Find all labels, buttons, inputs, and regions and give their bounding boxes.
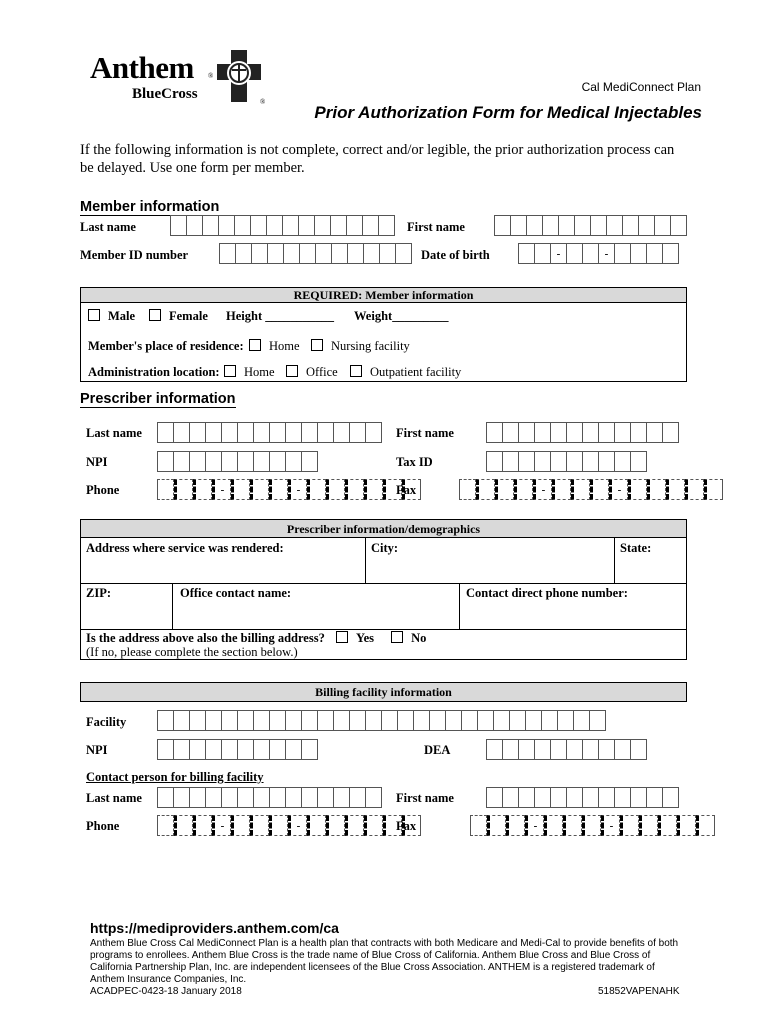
dea-label: DEA — [424, 743, 451, 757]
male-label: Male — [108, 309, 136, 323]
admin-office-label: Office — [306, 365, 338, 379]
state-label[interactable]: State: — [620, 541, 652, 555]
phone-separator: - — [212, 479, 231, 500]
member-id-input[interactable] — [219, 243, 412, 264]
admin-home-option[interactable] — [224, 365, 275, 380]
admin-outpatient-checkbox[interactable] — [350, 365, 362, 377]
dob-separator-2: - — [599, 243, 615, 264]
prescriber-phone-label: Phone — [86, 483, 120, 497]
city-label[interactable]: City: — [371, 541, 399, 555]
admin-location-label: Administration location: — [88, 365, 220, 379]
billing-note: (If no, please complete the section below.) — [86, 645, 298, 659]
admin-office-option[interactable] — [286, 365, 338, 380]
member-last-name-label: Last name — [80, 220, 136, 234]
prescriber-first-name-label: First name — [396, 426, 454, 440]
contact-phone-label[interactable]: Contact direct phone number: — [466, 586, 628, 600]
dob-label: Date of birth — [421, 248, 490, 262]
residence-home-option[interactable] — [249, 339, 300, 354]
footer-code-2: 51852VAPENAHK — [598, 986, 680, 997]
billing-last-name-label: Last name — [86, 791, 142, 805]
male-option[interactable] — [88, 309, 135, 324]
female-label: Female — [169, 309, 208, 323]
weight-field[interactable]: Weight_________ — [354, 309, 449, 323]
member-first-name-label: First name — [407, 220, 465, 234]
male-checkbox[interactable] — [88, 309, 100, 321]
billing-no-checkbox[interactable] — [391, 631, 403, 643]
residence-nursing-option[interactable] — [311, 339, 410, 354]
admin-home-checkbox[interactable] — [224, 365, 236, 377]
intro-text: If the following information is not complete, correct and/or legible, the prior authorization process can be delayed. Use one form per member. — [80, 142, 675, 176]
facility-label: Facility — [86, 715, 127, 729]
logo-name: Anthem — [90, 50, 194, 85]
billing-yes-label: Yes — [355, 631, 375, 645]
billing-phone-label: Phone — [86, 819, 120, 833]
billing-first-name-input[interactable] — [486, 787, 679, 808]
residence-nursing-label: Nursing facility — [331, 339, 410, 353]
demographics-header: Prescriber information/demographics — [80, 519, 687, 538]
footer-code: ACADPEC-0423-18 January 2018 — [90, 986, 242, 997]
residence-home-checkbox[interactable] — [249, 339, 261, 351]
billing-question-text: Is the address above also the billing address? — [86, 631, 325, 645]
admin-outpatient-label: Outpatient facility — [370, 365, 462, 379]
member-last-name-input[interactable] — [170, 215, 395, 236]
registered-mark-2: ® — [260, 98, 266, 106]
billing-npi-label: NPI — [86, 743, 108, 757]
office-contact-label[interactable]: Office contact name: — [180, 586, 292, 600]
footer-disclaimer: Anthem Blue Cross Cal MediConnect Plan is a health plan that contracts with both Medicare and Medi-Cal to provide benefits of both programs to enrollees. Anthem Blue Cross is the trade name of Blue Cross of California. Anthem Blue Cross and Blue Cross of California Partnership Plan, Inc. are independent licensees of the Blue Cross Association. ANTHEM is a registered trademark of Anthem Insurance Companies, Inc. — [90, 938, 679, 985]
prescriber-fax-label: Fax — [396, 483, 417, 497]
residence-home-label: Home — [269, 339, 300, 353]
billing-question — [86, 631, 426, 646]
billing-fax-input[interactable]: - - — [470, 815, 715, 836]
member-id-label: Member ID number — [80, 248, 189, 262]
billing-no-option[interactable] — [391, 631, 426, 645]
billing-contact-title: Contact person for billing facility — [86, 770, 264, 784]
facility-input[interactable] — [157, 710, 606, 731]
registered-mark: ® — [208, 72, 214, 80]
billing-phone-input[interactable]: - - — [157, 815, 421, 836]
residence-label: Member's place of residence: — [88, 339, 244, 353]
prescriber-tax-id-label: Tax ID — [396, 455, 433, 469]
billing-no-label: No — [411, 631, 427, 645]
footer-url[interactable]: https://mediproviders.anthem.com/ca — [90, 920, 339, 936]
female-option[interactable] — [149, 309, 208, 324]
billing-fax-label: Fax — [396, 819, 417, 833]
prescriber-npi-input[interactable] — [157, 451, 318, 472]
prescriber-last-name-input[interactable] — [157, 422, 382, 443]
residence-nursing-checkbox[interactable] — [311, 339, 323, 351]
plan-name: Cal MediConnect Plan — [581, 80, 701, 94]
billing-last-name-input[interactable] — [157, 787, 382, 808]
prescriber-tax-id-input[interactable] — [486, 451, 647, 472]
member-section-title: Member information — [80, 199, 220, 215]
blue-cross-shield-icon — [217, 50, 261, 102]
required-member-header: REQUIRED: Member information — [80, 287, 687, 303]
admin-home-label: Home — [244, 365, 275, 379]
dob-separator: - — [551, 243, 567, 264]
prescriber-fax-input[interactable]: - - — [459, 479, 723, 500]
prescriber-npi-label: NPI — [86, 455, 108, 469]
billing-header: Billing facility information — [80, 682, 687, 702]
admin-outpatient-option[interactable] — [350, 365, 461, 380]
logo-sub: BlueCross — [132, 86, 198, 102]
billing-yes-checkbox[interactable] — [336, 631, 348, 643]
zip-label[interactable]: ZIP: — [86, 586, 111, 600]
prescriber-first-name-input[interactable] — [486, 422, 679, 443]
dob-input[interactable] — [518, 243, 679, 264]
height-field[interactable]: Height ___________ — [226, 309, 334, 323]
prescriber-last-name-label: Last name — [86, 426, 142, 440]
female-checkbox[interactable] — [149, 309, 161, 321]
logo — [90, 50, 280, 110]
address-label[interactable]: Address where service was rendered: — [86, 541, 284, 555]
billing-first-name-label: First name — [396, 791, 454, 805]
page-title: Prior Authorization Form for Medical Injectables — [314, 103, 702, 122]
member-first-name-input[interactable] — [494, 215, 687, 236]
prescriber-section-title: Prescriber information — [80, 391, 236, 407]
billing-yes-option[interactable] — [336, 631, 374, 645]
prescriber-phone-input[interactable]: - - — [157, 479, 421, 500]
billing-npi-input[interactable] — [157, 739, 318, 760]
admin-office-checkbox[interactable] — [286, 365, 298, 377]
dea-input[interactable] — [486, 739, 647, 760]
